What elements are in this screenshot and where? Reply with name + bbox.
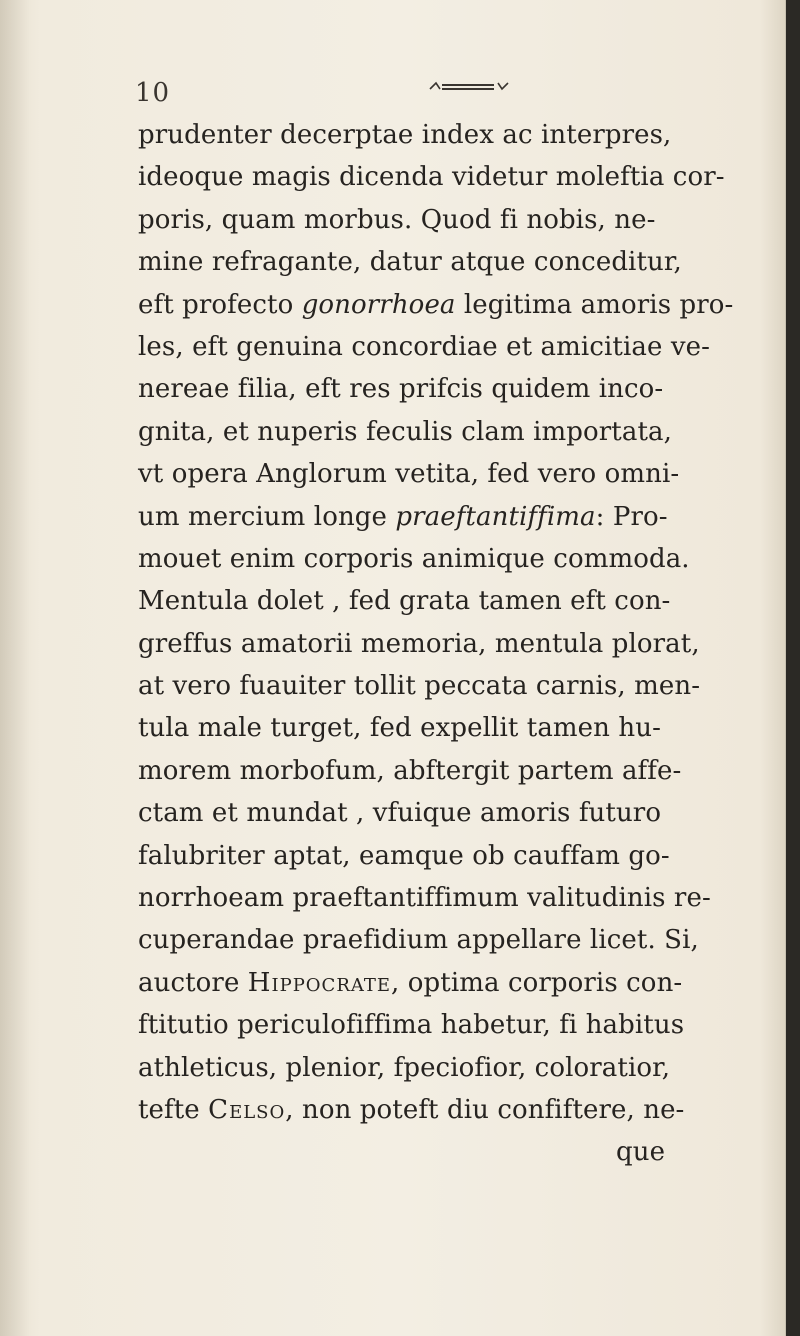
text-segment: Mentula dolet , fed grata tamen eft con- <box>138 586 671 617</box>
small-caps-name: Hippocrate <box>247 967 392 998</box>
text-segment: , non poteft diu confiftere, ne- <box>285 1094 685 1125</box>
text-segment: mine refragante, datur atque conceditur, <box>138 247 682 278</box>
text-line <box>138 1047 778 1089</box>
body-text <box>138 114 778 1174</box>
text-segment: ideoque magis dicenda videtur moleftia cor- <box>138 162 725 193</box>
text-segment: tula male turget, fed expellit tamen hu- <box>138 713 661 744</box>
text-segment: nereae filia, eft res prifcis quidem inco- <box>138 374 664 405</box>
text-line <box>138 284 778 326</box>
text-line <box>138 1089 778 1131</box>
text-line <box>138 623 778 665</box>
text-segment: um mercium longe <box>138 501 396 532</box>
text-line <box>138 1004 778 1046</box>
text-segment: athleticus, plenior, fpeciofior, coloratior, <box>138 1052 671 1083</box>
text-line <box>138 453 778 495</box>
italic-term: praeftantiffima <box>395 501 596 532</box>
text-line <box>138 114 778 156</box>
text-segment: vt opera Anglorum vetita, fed vero omni- <box>138 459 680 490</box>
text-segment: falubriter aptat, eamque ob cauffam go- <box>138 840 670 871</box>
small-caps-name: Celso <box>208 1094 286 1125</box>
text-segment: morem morbofum, abftergit partem affe- <box>138 755 682 786</box>
text-segment: eft profecto <box>138 289 302 320</box>
text-segment: prudenter decerptae index ac interpres, <box>138 120 672 150</box>
text-line <box>138 411 778 453</box>
text-segment: poris, quam morbus. Quod fi nobis, ne- <box>138 204 656 235</box>
text-segment: les, eft genuina concordiae et amicitiae ve- <box>138 331 710 362</box>
text-segment: tefte <box>138 1094 209 1125</box>
page-edge-shadow <box>0 0 30 1336</box>
text-segment: greffus amatorii memoria, mentula plorat, <box>138 628 700 659</box>
text-line <box>138 835 778 877</box>
text-line <box>138 326 778 368</box>
text-segment: legitima amoris pro- <box>455 289 734 320</box>
text-segment: at vero fuauiter tollit peccata carnis, men- <box>138 671 701 702</box>
text-line <box>138 538 778 580</box>
text-line <box>138 707 778 749</box>
text-line <box>138 368 778 410</box>
text-line <box>138 792 778 834</box>
text-line <box>138 241 778 283</box>
text-segment: norrhoeam praeftantiffimum valitudinis re- <box>138 883 711 914</box>
text-segment: auctore <box>138 967 248 998</box>
text-line <box>138 199 778 241</box>
text-segment: ftitutio periculofiffima habetur, fi habitus <box>138 1010 685 1041</box>
text-line <box>138 496 778 538</box>
header-ornament-icon <box>428 80 510 94</box>
text-segment: cuperandae praefidium appellare licet. Si, <box>138 925 699 956</box>
text-line <box>138 665 778 707</box>
text-segment: , optima corporis con- <box>391 967 683 998</box>
text-segment: mouet enim corporis animique commoda. <box>138 543 690 574</box>
text-line <box>138 877 778 919</box>
page-number: 10 <box>135 78 171 108</box>
italic-term: gonorrhoea <box>301 289 456 320</box>
binding-edge <box>786 0 800 1336</box>
text-segment: ctam et mundat , vfuique amoris futuro <box>138 798 662 829</box>
text-line <box>138 580 778 622</box>
text-segment: : Pro- <box>595 501 668 532</box>
text-line <box>138 919 778 961</box>
text-segment: gnita, et nuperis feculis clam importata, <box>138 416 672 447</box>
text-line <box>138 750 778 792</box>
catchword: que <box>616 1137 666 1168</box>
text-line <box>138 156 778 198</box>
text-line <box>138 962 778 1004</box>
